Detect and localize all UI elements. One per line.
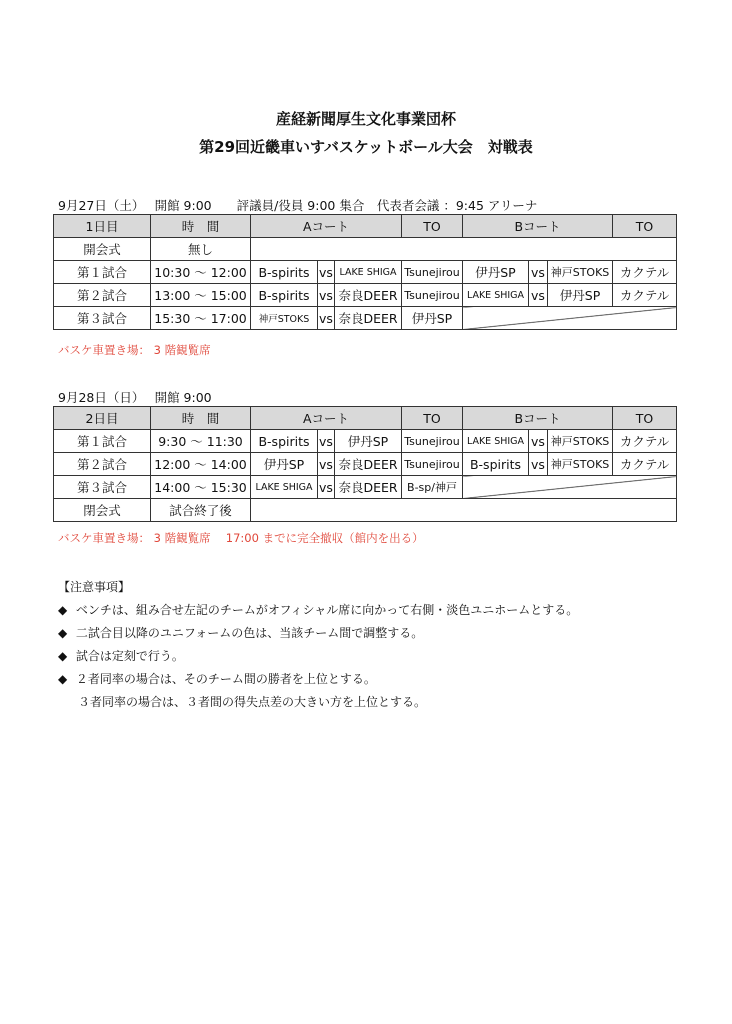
team-a1: LAKE SHIGA xyxy=(251,476,318,499)
day1-header: 9月27日（土） 開館 9:00 評議員/役員 9:00 集合 代表者会議 ：9:45 アリーナ xyxy=(58,198,538,213)
col-a-court: Aコート xyxy=(251,407,402,430)
team-a1: B-spirits xyxy=(251,261,318,284)
col-day: 2日目 xyxy=(54,407,151,430)
row-time: 試合終了後 xyxy=(151,499,251,522)
table-row-closing xyxy=(54,499,677,522)
table-row xyxy=(54,261,677,284)
team-a2: 奈良DEER xyxy=(335,476,402,499)
team-b1: B-spirits xyxy=(463,453,529,476)
vs-label: vs xyxy=(318,453,335,476)
to-a: Tsunejirou xyxy=(402,453,463,476)
row-label: 第３試合 xyxy=(54,476,151,499)
row-label: 開会式 xyxy=(54,238,151,261)
to-a: Tsunejirou xyxy=(402,261,463,284)
col-b-to: TO xyxy=(613,407,677,430)
row-time: 10:30 ～ 12:00 xyxy=(151,261,251,284)
team-a2: 奈良DEER xyxy=(335,284,402,307)
row-label: 第１試合 xyxy=(54,430,151,453)
to-b: カクテル xyxy=(613,284,677,307)
col-b-court: Bコート xyxy=(463,407,613,430)
col-a-to: TO xyxy=(402,407,463,430)
vs-label: vs xyxy=(318,261,335,284)
diamond-bullet-icon: ◆ xyxy=(58,672,68,686)
team-a2: 伊丹SP xyxy=(335,430,402,453)
vs-label: vs xyxy=(318,430,335,453)
vs-label: vs xyxy=(318,476,335,499)
document-subtitle: 第29回近畿車いすバスケットボール大会 対戦表 xyxy=(199,138,533,156)
empty-cell xyxy=(251,238,677,261)
day2-schedule-table xyxy=(53,406,677,522)
row-time: 13:00 ～ 15:00 xyxy=(151,284,251,307)
day2-header: 9月28日（日） 開館 9:00 xyxy=(58,390,212,405)
team-b1: 伊丹SP xyxy=(463,261,529,284)
day1-note: バスケ車置き場： 3 階観覧席 xyxy=(58,343,211,357)
document-title: 産経新聞厚生文化事業団杯 xyxy=(275,110,456,128)
row-time: 12:00 ～ 14:00 xyxy=(151,453,251,476)
rule-item xyxy=(58,599,578,622)
rules-section xyxy=(58,576,578,714)
team-b1: LAKE SHIGA xyxy=(463,284,529,307)
row-label: 第２試合 xyxy=(54,284,151,307)
team-a1: B-spirits xyxy=(251,284,318,307)
team-a2: 奈良DEER xyxy=(335,453,402,476)
vs-label: vs xyxy=(318,284,335,307)
team-a1: 神戸STOKS xyxy=(251,307,318,330)
diagonal-empty-cell xyxy=(463,307,677,330)
rule-item xyxy=(58,622,578,645)
col-b-to: TO xyxy=(613,215,677,238)
col-time: 時 間 xyxy=(151,407,251,430)
to-a: Tsunejirou xyxy=(402,284,463,307)
vs-label: vs xyxy=(529,430,548,453)
vs-label: vs xyxy=(318,307,335,330)
table-header-row xyxy=(54,215,677,238)
day1-schedule-table xyxy=(53,214,677,330)
row-label: 第３試合 xyxy=(54,307,151,330)
diagonal-empty-cell xyxy=(463,476,677,499)
rule-item xyxy=(58,645,578,668)
team-b2: 伊丹SP xyxy=(548,284,613,307)
col-a-to: TO xyxy=(402,215,463,238)
col-b-court: Bコート xyxy=(463,215,613,238)
row-label: 閉会式 xyxy=(54,499,151,522)
row-label: 第２試合 xyxy=(54,453,151,476)
to-a: Tsunejirou xyxy=(402,430,463,453)
diamond-bullet-icon: ◆ xyxy=(58,649,68,663)
diamond-bullet-icon: ◆ xyxy=(58,603,68,617)
to-a: B-sp/神戸 xyxy=(402,476,463,499)
row-time: 14:00 ～ 15:30 xyxy=(151,476,251,499)
to-b: カクテル xyxy=(613,261,677,284)
row-time: 無し xyxy=(151,238,251,261)
col-a-court: Aコート xyxy=(251,215,402,238)
diamond-bullet-icon: ◆ xyxy=(58,626,68,640)
team-a1: 伊丹SP xyxy=(251,453,318,476)
team-a2: LAKE SHIGA xyxy=(335,261,402,284)
table-row xyxy=(54,476,677,499)
rule-text: 試合は定刻で行う。 xyxy=(75,649,184,663)
team-b2: 神戸STOKS xyxy=(548,261,613,284)
vs-label: vs xyxy=(529,453,548,476)
table-row xyxy=(54,453,677,476)
to-a: 伊丹SP xyxy=(402,307,463,330)
team-b2: 神戸STOKS xyxy=(548,430,613,453)
col-time: 時 間 xyxy=(151,215,251,238)
rule-text: ベンチは、組み合せ左記のチームがオフィシャル席に向かって右側・淡色ユニホームとする。 xyxy=(75,603,579,617)
table-header-row xyxy=(54,407,677,430)
day2-note: バスケ車置き場： 3 階観覧席 17:00 までに完全撤収（館内を出る） xyxy=(58,531,424,545)
team-b1: LAKE SHIGA xyxy=(463,430,529,453)
team-a2: 奈良DEER xyxy=(335,307,402,330)
row-label: 第１試合 xyxy=(54,261,151,284)
col-day: 1日目 xyxy=(54,215,151,238)
rule-continuation: ３者同率の場合は、３者間の得失点差の大きい方を上位とする。 xyxy=(78,695,427,709)
to-b: カクテル xyxy=(613,453,677,476)
to-b: カクテル xyxy=(613,430,677,453)
rules-heading: 【注意事項】 xyxy=(58,580,131,594)
rule-text: 二試合目以降のユニフォームの色は、当該チーム間で調整する。 xyxy=(75,626,424,640)
empty-cell xyxy=(251,499,677,522)
vs-label: vs xyxy=(529,261,548,284)
table-row-opening xyxy=(54,238,677,261)
vs-label: vs xyxy=(529,284,548,307)
row-time: 15:30 ～ 17:00 xyxy=(151,307,251,330)
team-a1: B-spirits xyxy=(251,430,318,453)
team-b2: 神戸STOKS xyxy=(548,453,613,476)
table-row xyxy=(54,430,677,453)
row-time: 9:30 ～ 11:30 xyxy=(151,430,251,453)
table-row xyxy=(54,284,677,307)
table-row xyxy=(54,307,677,330)
rule-item xyxy=(58,668,578,691)
rule-text: ２者同率の場合は、そのチーム間の勝者を上位とする。 xyxy=(75,672,376,686)
